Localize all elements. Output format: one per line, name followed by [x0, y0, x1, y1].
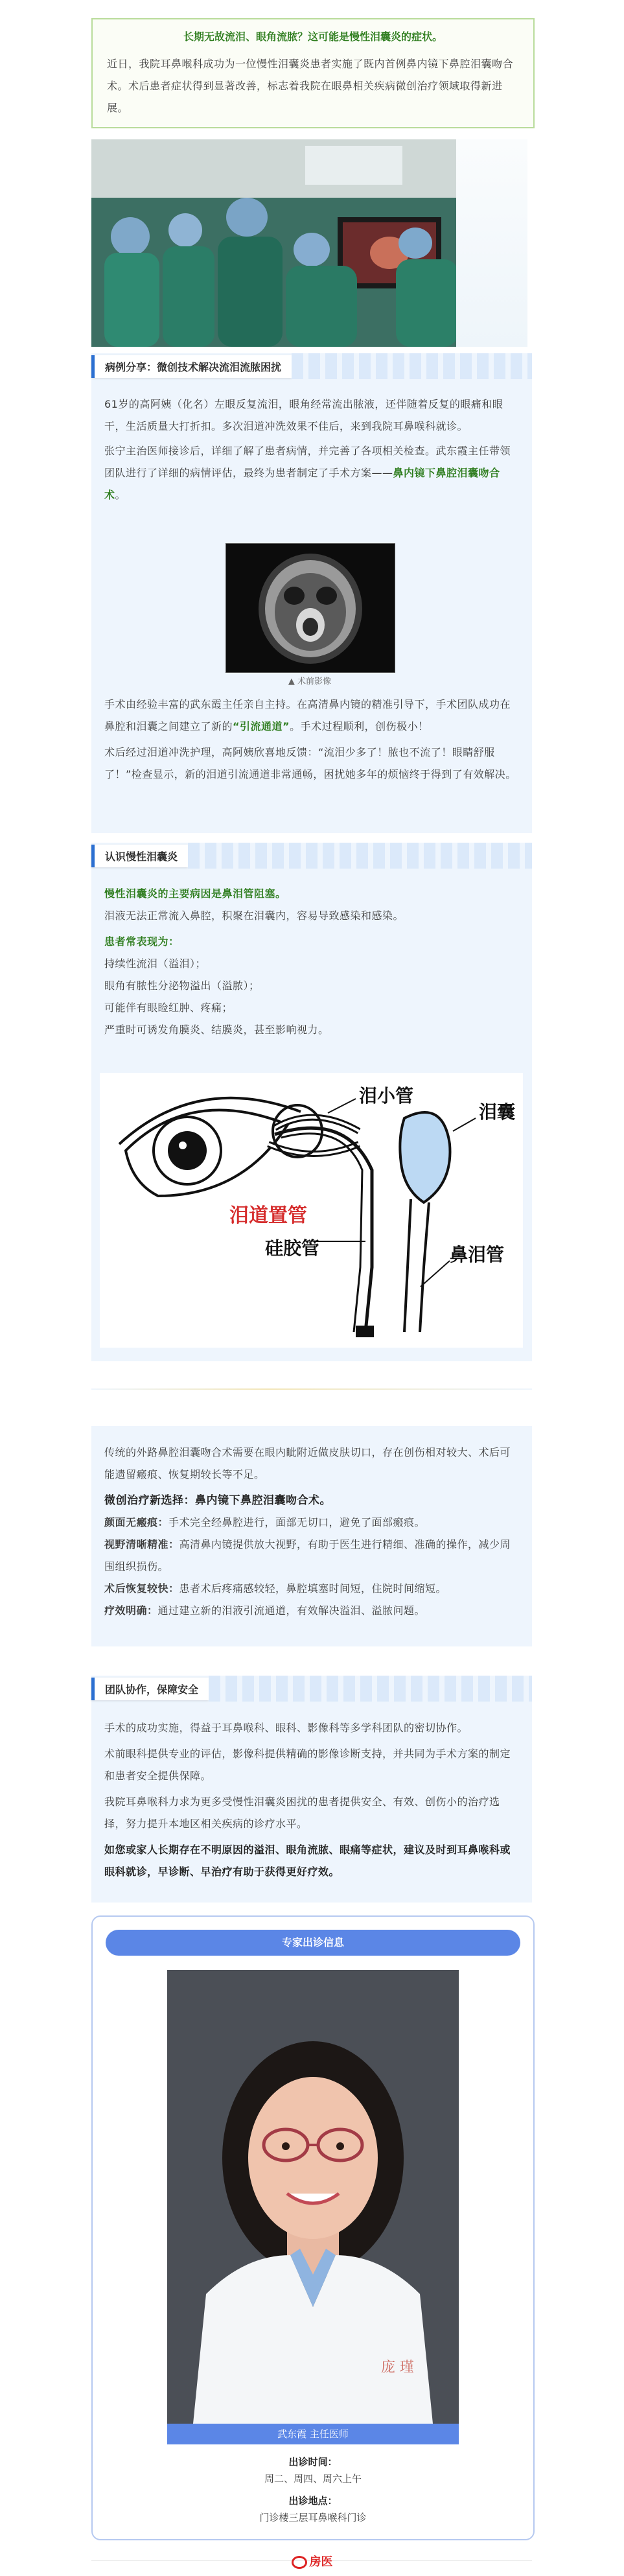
case-paragraph-2-text: 张宁主治医师接诊后，详细了解了患者病情，并完善了各项相关检查。武东霞主任带领团队进行了详细的病情评估，最终为患者制定了手术方案—— — [104, 445, 511, 479]
advantage-label: 疗效明确： — [104, 1604, 158, 1617]
minimally-invasive-title: 微创治疗新选择：鼻内镜下鼻腔泪囊吻合术。 — [104, 1494, 331, 1507]
photo-side-bar — [456, 139, 527, 347]
case-paragraph-4: 术后经过泪道冲洗护理，高阿姨欣喜地反馈：“流泪少多了！脓也不流了！眼睛舒服了！”检查显示，新的泪道引流通道非常通畅，困扰她多年的烦恼终于得到了有效解决。 — [104, 746, 516, 780]
label-silicone-tube: 硅胶管 — [265, 1237, 320, 1259]
advantages-section — [91, 1426, 532, 1646]
case-paragraph-3 — [104, 694, 519, 738]
dash-band — [188, 843, 532, 869]
symptoms-title: 患者常表现为： — [104, 935, 179, 948]
case-continued — [91, 694, 532, 786]
label-canaliculus: 泪小管 — [359, 1085, 414, 1107]
case-paragraph-3-end: 。手术过程顺利，创伤极小！ — [290, 720, 429, 732]
label-lacrimal-sac: 泪囊 — [479, 1101, 516, 1123]
symptom-item: 可能伴有眼睑红肿、疼痛； — [104, 1001, 233, 1014]
case-paragraph-1: 61岁的高阿姨（化名）左眼反复流泪，眼角经常流出脓液，还伴随着反复的眼痛和眼干，生活质量大打折扣。多次泪道冲洗效果不佳后，来到我院耳鼻喉科就诊。 — [104, 398, 503, 432]
team-paragraph-2: 术前眼科提供专业的评估，影像科提供精确的影像诊断支持，并共同为手术方案的制定和患者安全提供保障。 — [104, 1748, 511, 1782]
drainage-channel-highlight: “引流通道” — [233, 720, 290, 732]
dash-band — [209, 1676, 532, 1702]
team-advice: 如您或家人长期存在不明原因的溢泪、眼角流脓、眼痛等症状，建议及时到耳鼻喉科或眼科就诊，早诊断、早治疗有助于获得更好疗效。 — [104, 1844, 511, 1878]
doctor-photo — [167, 1970, 459, 2424]
doctor-card — [91, 1915, 535, 2540]
intro-title: 长期无故流泪、眼角流脓？这可能是慢性泪囊炎的症状。 — [183, 30, 443, 43]
lacrimal-diagram — [100, 1073, 523, 1348]
section-divider — [91, 1388, 532, 1390]
intro-text: 近日，我院耳鼻喉科成功为一位慢性泪囊炎患者实施了既内首例鼻内镜下鼻腔泪囊吻合术。术后患者症状得到显著改善，标志着我院在眼鼻相关疾病微创治疗领域取得新进展。 — [107, 58, 514, 114]
team-section — [91, 1676, 532, 1903]
symptom-item: 眼角有脓性分泌物溢出（溢脓）； — [104, 979, 260, 992]
case-paragraph-2 — [104, 440, 519, 506]
doctor-banner: 专家出诊信息 — [106, 1930, 520, 1956]
hospital-logo — [0, 2553, 624, 2570]
advantage-text: 高清鼻内镜提供放大视野，有助于医生进行精细、准确的操作，减少周围组织损伤。 — [104, 1538, 511, 1573]
dash-band — [292, 353, 532, 379]
case-paragraph-2-end: 。 — [115, 489, 126, 501]
intro-box — [91, 18, 535, 128]
clinic-time: 周二、周四、周六上午 — [264, 2473, 362, 2485]
traditional-surgery-text: 传统的外路鼻腔泪囊吻合术需要在眼内眦附近做皮肤切口，存在创伤相对较大、术后可能遗留瘢痕、恢复期较长等不足。 — [104, 1446, 511, 1481]
ct-scan-caption: ▲ 术前影像 — [288, 677, 332, 686]
logo-text: 房医 — [309, 2555, 333, 2569]
advantage-item — [104, 1578, 519, 1600]
team-section-title: 团队协作，保障安全 — [91, 1678, 209, 1700]
team-section-header — [91, 1676, 532, 1702]
symptom-item: 严重时可诱发角膜炎、结膜炎，甚至影响视力。 — [104, 1024, 329, 1036]
case-section-title: 病例分享：微创技术解决流泪流脓困扰 — [91, 355, 292, 378]
logo-icon — [292, 2556, 307, 2569]
cause-highlight: 慢性泪囊炎的主要病因是鼻泪管阻塞。 — [104, 887, 286, 900]
case-procedure-highlight: 鼻内镜下鼻腔泪囊吻合术 — [104, 467, 500, 501]
advantage-item — [104, 1512, 519, 1534]
ct-scan-image — [225, 543, 395, 673]
doctor-name: 武东霞 主任医师 — [167, 2424, 459, 2444]
know-section-header — [91, 843, 532, 869]
cause-text: 泪液无法正常流入鼻腔，积聚在泪囊内，容易导致感染和感染。 — [104, 909, 404, 922]
advantage-item — [104, 1600, 519, 1622]
svg-text:庞 瑾: 庞 瑾 — [381, 2359, 414, 2376]
advantage-text: 患者术后疼痛感较轻，鼻腔填塞时间短，住院时间缩短。 — [179, 1582, 447, 1595]
case-paragraph-3-text: 手术由经验丰富的武东霞主任亲自主持。在高清鼻内镜的精准引导下，手术团队成功在鼻腔和泪囊之间建立了新的 — [104, 698, 511, 732]
clinic-time-label: 出诊时间： — [288, 2456, 338, 2468]
surgery-photo — [91, 139, 458, 347]
symptom-item: 持续性流泪（溢泪）； — [104, 957, 207, 970]
label-lacrimal-tube: 泪道置管 — [229, 1204, 307, 1227]
know-section-title: 认识慢性泪囊炎 — [91, 845, 188, 867]
case-section-header — [91, 353, 532, 379]
advantage-item — [104, 1534, 519, 1578]
advantage-label: 颜面无瘢痕： — [104, 1516, 169, 1528]
clinic-place-label: 出诊地点： — [288, 2495, 338, 2507]
advantage-label: 术后恢复较快： — [104, 1582, 179, 1595]
team-paragraph-1: 手术的成功实施，得益于耳鼻喉科、眼科、影像科等多学科团队的密切协作。 — [104, 1722, 468, 1734]
advantage-text: 手术完全经鼻腔进行，面部无切口，避免了面部瘢痕。 — [168, 1516, 426, 1528]
clinic-place: 门诊楼三层耳鼻喉科门诊 — [259, 2512, 367, 2523]
label-nasolacrimal-duct: 鼻泪管 — [450, 1244, 505, 1265]
advantage-text: 通过建立新的泪液引流通道，有效解决溢泪、溢脓问题。 — [157, 1604, 426, 1617]
advantage-label: 视野清晰精准： — [104, 1538, 179, 1551]
team-paragraph-3: 我院耳鼻喉科力求为更多受慢性泪囊炎困扰的患者提供安全、有效、创伤小的治疗选择，努力提升本地区相关疾病的诊疗水平。 — [104, 1796, 500, 1830]
